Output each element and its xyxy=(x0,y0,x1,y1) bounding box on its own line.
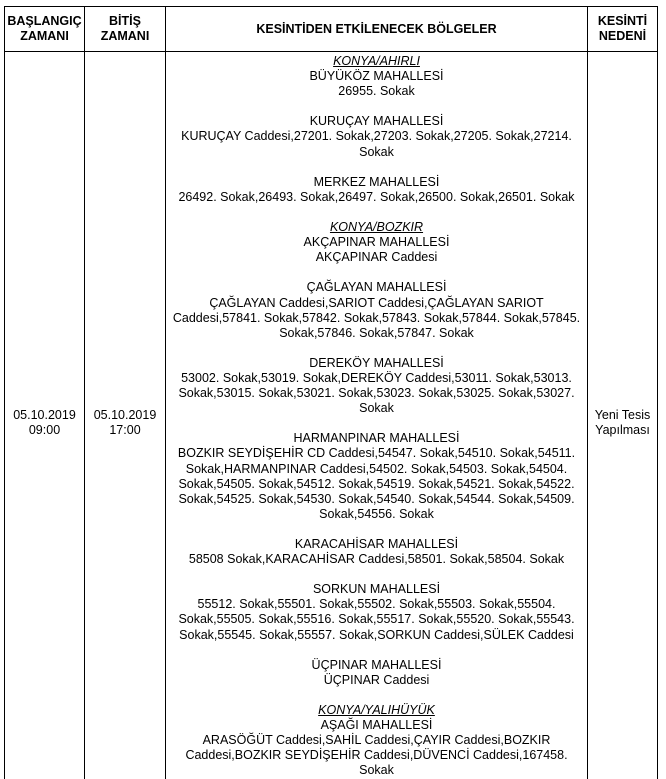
neighborhood-entry xyxy=(166,658,587,688)
neighborhood-name: AŞAĞI MAHALLESİ xyxy=(320,718,433,733)
start-date: 05.10.2019 xyxy=(13,407,76,422)
street-list: 53002. Sokak,53019. Sokak,DEREKÖY Caddesi,53011. Sokak,53013. Sokak,53015. Sokak,53021. Sokak,53023. Sokak,53025. Sokak,53027. Sokak xyxy=(178,370,575,416)
street-list: KURUÇAY Caddesi,27201. Sokak,27203. Sokak,27205. Sokak,27214. Sokak xyxy=(181,129,572,159)
street-list: BOZKIR SEYDİŞEHİR CD Caddesi,54547. Sokak,54510. Sokak,54511. Sokak,HARMANPINAR Caddesi,54502. Sokak,54503. Sokak,54504. Sokak,54505. Sokak,54512. Sokak,54519. Sokak,54521. Sokak,54522. Sokak,54525. Sokak,54530. Sokak,54540. Sokak,54544. Sokak,54509. Sokak,54556. Sokak xyxy=(177,446,576,521)
neighborhood-name: ÜÇPINAR MAHALLESİ xyxy=(311,657,442,672)
neighborhood-name: SORKUN MAHALLESİ xyxy=(312,582,441,597)
street-list: ÇAĞLAYAN Caddesi,SARIOT Caddesi,ÇAĞLAYAN SARIOT Caddesi,57841. Sokak,57842. Sokak,57843. Sokak,57844. Sokak,57845. Sokak,57846. Sokak,57847. Sokak xyxy=(172,295,581,340)
neighborhood-name: AKÇAPINAR MAHALLESİ xyxy=(303,235,450,250)
street-list: 55512. Sokak,55501. Sokak,55502. Sokak,55503. Sokak,55504. Sokak,55505. Sokak,55516. Sokak,55517. Sokak,55520. Sokak,55543. Sokak,55545. Sokak,55557. Sokak,SORKUN Caddesi,SÜLEK Caddesi xyxy=(178,597,575,642)
neighborhood-entry xyxy=(166,114,587,159)
reason-header: KESİNTİ NEDENİ xyxy=(588,7,658,52)
neighborhood-entry xyxy=(166,431,587,522)
street-list: ARASÖĞÜT Caddesi,SAHİL Caddesi,ÇAYIR Caddesi,BOZKIR Caddesi,BOZKIR SEYDİŞEHİR Caddesi,DÜVENCİ Caddesi,167458. Sokak xyxy=(185,733,568,778)
start-hour: 09:00 xyxy=(28,422,61,437)
district-name: KONYA/AHIRLI xyxy=(333,54,420,68)
start-time-header: BAŞLANGIÇ ZAMANI xyxy=(5,7,85,52)
neighborhood-entry xyxy=(166,718,587,778)
affected-regions-header: KESİNTİDEN ETKİLENECEK BÖLGELER xyxy=(166,7,588,52)
neighborhood-entry xyxy=(166,537,587,567)
end-time-header: BİTİŞ ZAMANI xyxy=(85,7,166,52)
regions-list xyxy=(166,52,587,779)
outage-table xyxy=(4,6,658,779)
street-list: ÜÇPINAR Caddesi xyxy=(323,672,430,687)
neighborhood-entry xyxy=(166,280,587,340)
affected-regions-cell xyxy=(166,52,588,779)
neighborhood-entry xyxy=(166,235,587,265)
district-name: KONYA/BOZKIR xyxy=(329,220,424,235)
reason-line-1: Yeni Tesis xyxy=(594,407,651,422)
street-list: AKÇAPINAR Caddesi xyxy=(315,250,438,265)
reason-cell xyxy=(588,52,658,779)
street-list: 58508 Sokak,KARACAHİSAR Caddesi,58501. Sokak,58504. Sokak xyxy=(188,552,565,567)
neighborhood-name: ÇAĞLAYAN MAHALLESİ xyxy=(306,280,447,295)
neighborhood-name: MERKEZ MAHALLESİ xyxy=(313,174,440,189)
neighborhood-name: DEREKÖY MAHALLESİ xyxy=(309,355,444,370)
table-header-row xyxy=(5,7,658,52)
street-list: 26955. Sokak xyxy=(338,84,415,99)
district-name: KONYA/YALIHÜYÜK xyxy=(318,703,435,718)
neighborhood-entry xyxy=(166,175,587,205)
neighborhood-entry xyxy=(166,69,587,99)
neighborhood-name: HARMANPINAR MAHALLESİ xyxy=(293,431,460,446)
district-block xyxy=(166,703,587,778)
street-list: 26492. Sokak,26493. Sokak,26497. Sokak,26500. Sokak,26501. Sokak xyxy=(178,189,575,204)
district-block xyxy=(166,220,587,688)
end-time-cell xyxy=(85,52,166,779)
neighborhood-entry xyxy=(166,582,587,642)
table-row xyxy=(5,52,658,779)
neighborhood-name: KARACAHİSAR MAHALLESİ xyxy=(294,537,459,551)
end-hour: 17:00 xyxy=(109,422,141,437)
start-time-cell xyxy=(5,52,85,779)
neighborhood-entry xyxy=(166,356,587,416)
end-date: 05.10.2019 xyxy=(93,407,157,422)
neighborhood-name: KURUÇAY MAHALLESİ xyxy=(309,114,444,129)
neighborhood-name: BÜYÜKÖZ MAHALLESİ xyxy=(309,69,444,84)
district-block xyxy=(166,54,587,205)
reason-line-2: Yapılması xyxy=(595,422,650,437)
